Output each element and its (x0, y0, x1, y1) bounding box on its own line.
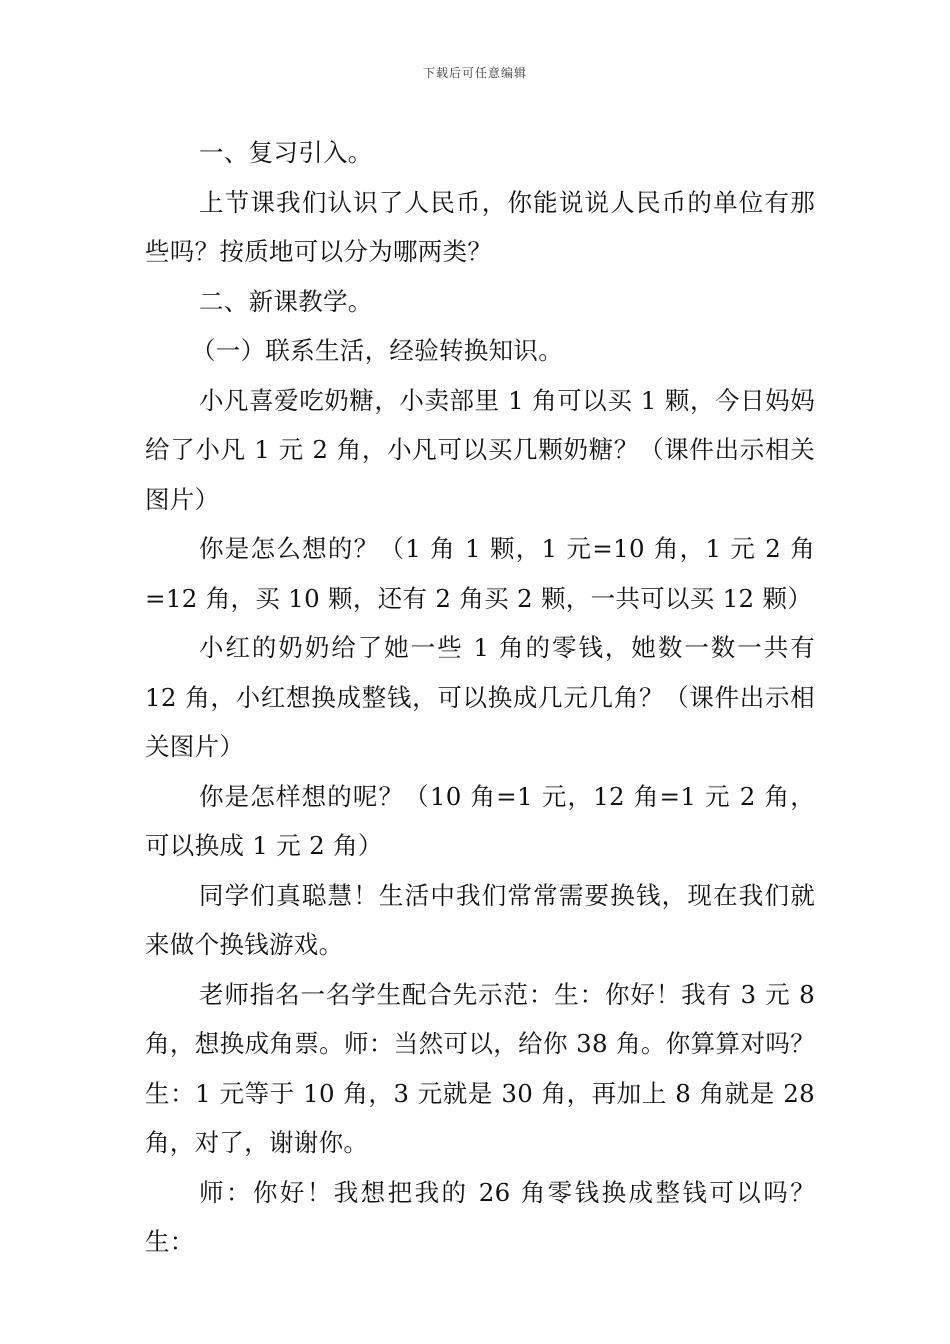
section-heading-new-lesson: 二、新课教学。 (199, 286, 373, 316)
paragraph-review-question: 上节课我们认识了人民币，你能说说人民币的单位有那些吗？按质地可以分为哪两类？ (145, 187, 815, 266)
paragraph-teacher-demo: 老师指名一名学生配合先示范：生：你好！我有 3 元 8 角，想换成角票。师：当然可以，给你 38 角。你算算对吗？生：1 元等于 10 角，3 元就是 30 角，再加上 8 角就是 28 角，对了，谢谢你。 (145, 979, 815, 1157)
paragraph-xiaohong-change: 小红的奶奶给了她一些 1 角的零钱，她数一数一共有 12 角，小红想换成整钱，可以换成几元几角？（课件出示相关图片） (145, 633, 815, 761)
paragraph-teacher-exchange: 师：你好！我想把我的 26 角零钱换成整钱可以吗？生： (145, 1177, 815, 1256)
section-heading-review: 一、复习引入。 (199, 138, 373, 167)
document-body (145, 128, 815, 1267)
paragraph-xiaofan-answer: 你是怎么想的？（1 角 1 颗，1 元=10 角，1 元 2 角=12 角，买 10 颗，还有 2 角买 2 颗，一共可以买 12 颗） (145, 534, 815, 613)
paragraph-game-intro: 同学们真聪慧！生活中我们常常需要换钱，现在我们就来做个换钱游戏。 (145, 880, 815, 959)
paragraph-xiaohong-answer: 你是怎样想的呢？（10 角=1 元，12 角=1 元 2 角，可以换成 1 元 2 角） (145, 781, 815, 860)
paragraph-xiaofan-candy: 小凡喜爱吃奶糖，小卖部里 1 角可以买 1 颗，今日妈妈给了小凡 1 元 2 角，小凡可以买几颗奶糖？（课件出示相关图片） (145, 385, 815, 514)
subsection-heading-life-connection: （一）联系生活，经验转换知识。 (191, 336, 563, 365)
page-header-note: 下载后可任意编辑 (422, 66, 527, 80)
